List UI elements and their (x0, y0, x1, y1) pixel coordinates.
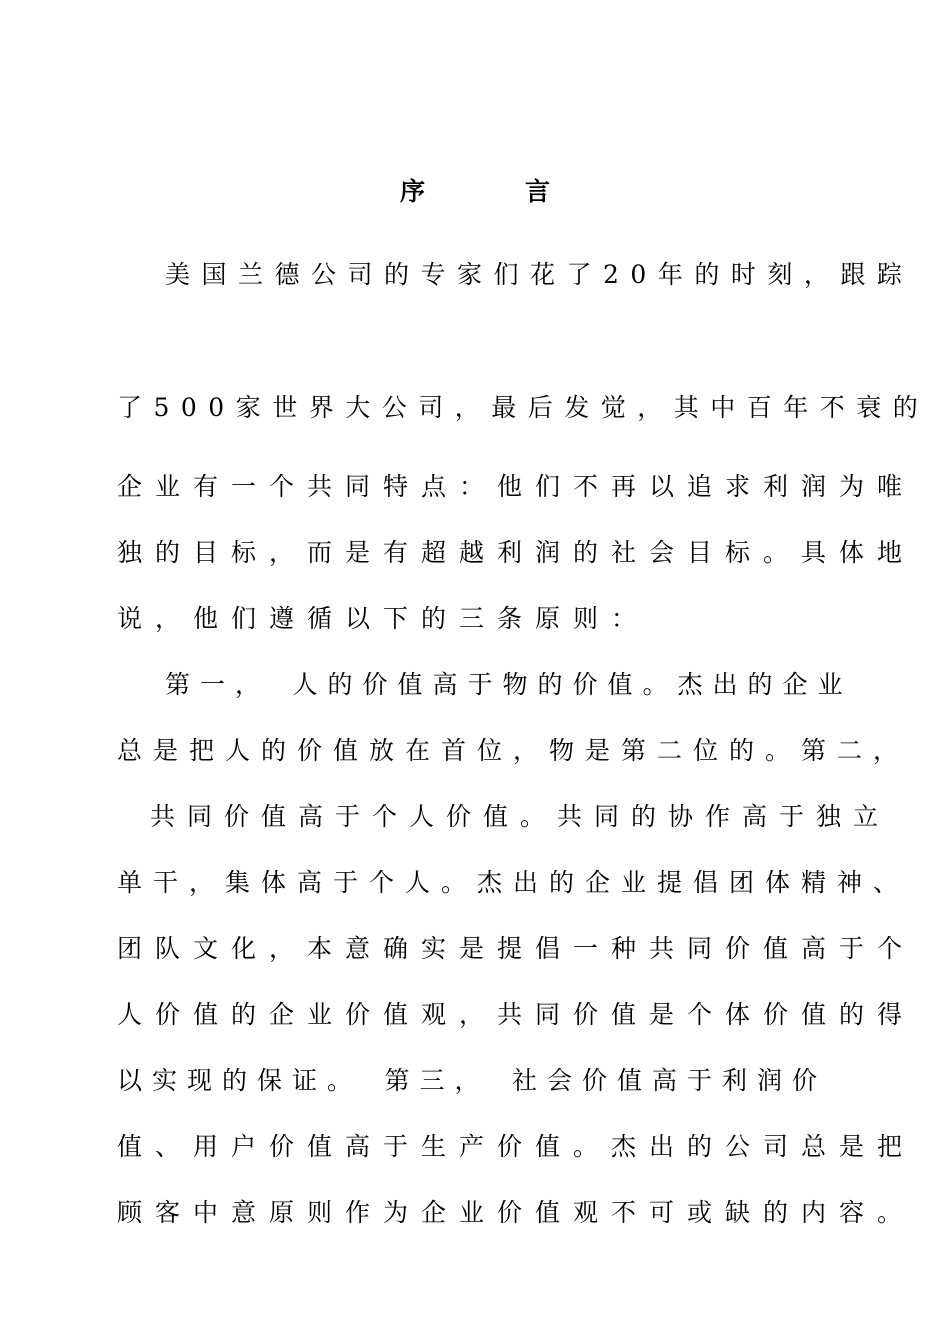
text-line-10: 团队文化，本意确实是提倡一种共同价值高于个 (117, 934, 916, 963)
title-char-1: 序 (399, 177, 425, 206)
text-line-7: 总是把人的价值放在首位，物是第二位的。第二， (117, 736, 910, 765)
text-line-1: 美国兰德公司的专家们花了20年的时刻，跟踪 (165, 260, 914, 289)
text-line-4: 独的目标，而是有超越利润的社会目标。具体地 (117, 538, 916, 567)
text-line-14: 顾客中意原则作为企业价值观不可或缺的内容。 (117, 1198, 916, 1227)
text-line-9: 单干，集体高于个人。杰出的企业提倡团体精神、 (117, 868, 910, 897)
text-line-2: 了500家世界大公司，最后发觉，其中百年不衰的 (117, 393, 930, 422)
text-line-13: 值、用户价值高于生产价值。杰出的公司总是把 (117, 1132, 916, 1161)
page-title (0, 172, 950, 212)
text-line-12: 以实现的保证。 第三， 社会价值高于利润价 (117, 1066, 828, 1095)
title-char-2: 言 (525, 177, 551, 206)
text-line-11: 人价值的企业价值观，共同价值是个体价值的得 (117, 1000, 916, 1029)
text-line-3: 企业有一个共同特点：他们不再以追求利润为唯 (117, 472, 916, 501)
text-line-6: 第一， 人的价值高于物的价值。杰出的企业 (165, 670, 853, 699)
text-line-8: 共同价值高于个人价值。共同的协作高于独立 (150, 802, 891, 831)
text-line-5: 说，他们遵循以下的三条原则： (117, 604, 650, 633)
